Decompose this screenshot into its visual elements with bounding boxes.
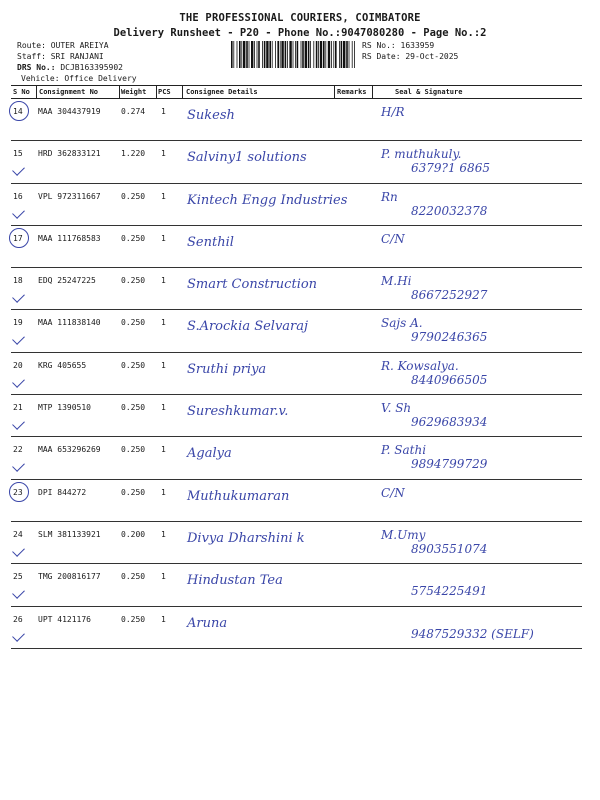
row-consignee: Divya Dharshini k <box>187 530 305 546</box>
row-pcs: 1 <box>161 318 166 328</box>
barcode-bar <box>305 41 307 68</box>
row-phone: 8667252927 <box>411 288 488 303</box>
row-weight: 0.250 <box>121 191 146 201</box>
row-phone: 9894799729 <box>411 457 488 472</box>
barcode-bar <box>285 41 287 68</box>
check-mark <box>12 163 25 176</box>
check-mark <box>12 629 25 642</box>
barcode-bar <box>343 41 345 68</box>
row-consignment-no: MAA 304437919 <box>38 107 101 116</box>
sheet-subtitle: Delivery Runsheet - P20 - Phone No.:9047080280 - Page No.:2 <box>113 27 487 39</box>
row-pcs: 1 <box>161 403 166 413</box>
vehicle-label: Vehicle: Office Delivery <box>21 74 137 83</box>
barcode-bar <box>339 41 340 68</box>
row-sno: 21 <box>13 403 23 413</box>
barcode-bar <box>272 41 273 68</box>
barcode-bar <box>349 41 350 68</box>
row-signature: M.Hi <box>381 274 412 289</box>
barcode-bar <box>264 41 266 68</box>
barcode-bar <box>302 41 304 68</box>
row-phone: 8440966505 <box>411 372 488 387</box>
row-consignee: Smart Construction <box>187 277 318 293</box>
row-pcs: 1 <box>161 233 166 243</box>
row-phone: 9629683934 <box>411 415 488 430</box>
row-sno: 26 <box>13 614 23 624</box>
row-pcs: 1 <box>161 360 166 370</box>
barcode-bar <box>237 41 238 68</box>
barcode-bar <box>316 41 318 68</box>
row-pcs: 1 <box>161 445 166 455</box>
row-consignee: Salviny1 solutions <box>187 150 307 166</box>
row-consignee: Muthukumaran <box>187 488 290 504</box>
col-seal: Seal & Signature <box>395 88 463 96</box>
sheet-title: THE PROFESSIONAL COURIERS, COIMBATORE <box>179 12 421 24</box>
barcode-bar <box>293 41 294 68</box>
row-consignment-no: KRG 405655 <box>38 360 87 370</box>
table-row <box>11 353 582 395</box>
table-row <box>11 226 582 268</box>
barcode-bar <box>231 41 233 68</box>
row-consignment-no: SLM 381133921 <box>38 529 101 539</box>
barcode-bar <box>281 41 283 68</box>
row-pcs: 1 <box>161 149 166 159</box>
barcode-bar <box>297 41 299 68</box>
table-body <box>11 99 582 649</box>
row-consignment-no: HRD 362833121 <box>38 149 101 159</box>
row-signature: Rn <box>381 189 398 204</box>
row-sno: 17 <box>13 233 23 243</box>
row-pcs: 1 <box>161 191 166 201</box>
col-divider <box>156 85 157 98</box>
barcode-bar <box>243 41 245 68</box>
barcode-bar <box>287 41 288 68</box>
col-divider <box>119 85 120 98</box>
table-row <box>11 607 582 649</box>
row-consignment-no: MAA 111838140 <box>38 318 101 328</box>
col-pcs: PCS <box>158 88 171 96</box>
row-sno: 22 <box>13 445 23 455</box>
row-signature: R. Kowsalya. <box>381 358 459 373</box>
row-consignee: Sukesh <box>187 108 235 123</box>
barcode-bar <box>352 41 353 68</box>
row-weight: 0.250 <box>121 276 146 286</box>
barcode-bar <box>246 41 248 68</box>
table-header <box>11 85 582 99</box>
table-row <box>11 184 582 226</box>
rs-date: RS Date: 29-Oct-2025 <box>362 52 459 61</box>
col-divider <box>36 85 37 98</box>
barcode-bar <box>354 41 355 68</box>
row-weight: 0.274 <box>121 107 146 116</box>
row-pcs: 1 <box>161 487 166 497</box>
row-consignment-no: MAA 653296269 <box>38 445 101 455</box>
col-divider <box>334 85 335 98</box>
row-phone: 6379?1 6865 <box>411 161 490 176</box>
row-sno: 24 <box>13 529 23 539</box>
barcode-bar <box>341 41 343 68</box>
row-sno: 15 <box>13 149 23 159</box>
row-consignee: Aruna <box>187 615 228 631</box>
col-divider <box>372 85 373 98</box>
row-weight: 0.250 <box>121 233 146 243</box>
barcode-bar <box>266 41 268 68</box>
barcode-bar <box>249 41 250 68</box>
drs-value: DCJB163395902 <box>60 63 123 72</box>
col-consignment: Consignment No <box>39 88 99 96</box>
barcode-bar <box>275 41 276 68</box>
row-pcs: 1 <box>161 572 166 582</box>
row-pcs: 1 <box>161 107 166 116</box>
row-sno: 14 <box>13 107 23 116</box>
barcode-bar <box>346 41 348 68</box>
barcode-bar <box>318 41 319 68</box>
barcode-bar <box>295 41 296 68</box>
barcode-bar <box>277 41 279 68</box>
check-mark <box>12 586 25 599</box>
row-phone: 8903551074 <box>411 541 488 556</box>
drs-label: DRS No.: <box>17 63 56 72</box>
row-weight: 0.250 <box>121 445 146 455</box>
row-weight: 0.250 <box>121 403 146 413</box>
col-remarks: Remarks <box>337 88 367 96</box>
col-sno: S No <box>13 88 30 96</box>
barcode-bar <box>328 41 330 68</box>
row-weight: 0.250 <box>121 318 146 328</box>
row-signature: V. Sh <box>381 401 412 416</box>
row-weight: 0.250 <box>121 360 146 370</box>
barcode-bar <box>257 41 258 68</box>
table-row <box>11 310 582 352</box>
row-consignment-no: EDQ 25247225 <box>38 276 96 286</box>
row-phone: 8220032378 <box>411 203 488 218</box>
row-signature: P. Sathi <box>381 443 427 458</box>
barcode-bar <box>239 41 241 68</box>
table-row <box>11 437 582 479</box>
barcode <box>231 41 355 68</box>
row-consignment-no: DPI 844272 <box>38 487 87 497</box>
row-sno: 18 <box>13 276 23 286</box>
barcode-bar <box>251 41 253 68</box>
check-mark <box>12 460 25 473</box>
check-mark <box>12 544 25 557</box>
row-sno: 25 <box>13 572 23 582</box>
table-row <box>11 564 582 606</box>
barcode-bar <box>258 41 260 68</box>
row-sno: 16 <box>13 191 23 201</box>
row-pcs: 1 <box>161 276 166 286</box>
col-weight: Weight <box>121 88 147 96</box>
barcode-bar <box>320 41 322 68</box>
row-consignment-no: VPL 972311667 <box>38 191 101 201</box>
rs-number: RS No.: 1633959 <box>362 41 435 50</box>
row-sno: 23 <box>13 487 23 497</box>
barcode-bar <box>308 41 310 68</box>
runsheet-table <box>11 85 582 649</box>
row-signature: C/N <box>381 485 405 500</box>
barcode-bar <box>323 41 325 68</box>
row-signature: H/R <box>381 105 405 119</box>
row-weight: 1.220 <box>121 149 146 159</box>
row-consignee: Agalya <box>187 446 232 462</box>
barcode-bar <box>310 41 311 68</box>
row-phone: 9487529332 (SELF) <box>411 626 534 641</box>
check-mark <box>12 417 25 430</box>
table-row <box>11 395 582 437</box>
barcode-bar <box>233 41 234 68</box>
row-pcs: 1 <box>161 529 166 539</box>
table-row <box>11 141 582 183</box>
table-row <box>11 99 582 141</box>
row-consignment-no: MTP 1390510 <box>38 403 91 413</box>
check-mark <box>12 333 25 346</box>
col-consignee: Consignee Details <box>186 88 258 96</box>
row-consignee: Kintech Engg Industries <box>187 192 348 208</box>
drs-number <box>17 62 137 73</box>
row-signature: M.Umy <box>381 527 426 542</box>
row-signature: C/N <box>381 231 405 246</box>
row-phone: 5754225491 <box>411 584 488 599</box>
staff-label: Staff: SRI RANJANI <box>17 52 104 61</box>
check-mark <box>12 375 25 388</box>
row-consignee: S.Arockia Selvaraj <box>187 319 309 335</box>
row-consignee: Hindustan Tea <box>187 573 283 589</box>
row-consignee: Senthil <box>187 234 234 250</box>
barcode-bar <box>254 41 255 68</box>
row-phone: 9790246365 <box>411 330 488 345</box>
row-sno: 19 <box>13 318 23 328</box>
row-pcs: 1 <box>161 614 166 624</box>
barcode-bar <box>335 41 337 68</box>
route-info <box>17 40 137 84</box>
row-consignment-no: MAA 111768583 <box>38 233 101 243</box>
row-signature: Sajs A. <box>381 316 423 331</box>
barcode-bar <box>331 41 332 68</box>
rs-info <box>362 40 458 62</box>
route-label: Route: OUTER AREIYA <box>17 41 109 50</box>
barcode-bar <box>262 41 263 68</box>
row-sno: 20 <box>13 360 23 370</box>
barcode-bar <box>313 41 314 68</box>
row-consignment-no: TMG 200816177 <box>38 572 101 582</box>
row-weight: 0.250 <box>121 572 146 582</box>
row-consignment-no: UPT 4121176 <box>38 614 91 624</box>
row-weight: 0.250 <box>121 614 146 624</box>
check-mark <box>12 290 25 303</box>
row-signature: P. muthukuly. <box>381 147 462 162</box>
table-row <box>11 522 582 564</box>
barcode-bar <box>269 41 271 68</box>
row-consignee: Sruthi priya <box>187 361 267 377</box>
row-consignee: Sureshkumar.v. <box>187 404 289 420</box>
barcode-bar <box>241 41 242 68</box>
barcode-bar <box>301 41 302 68</box>
table-row <box>11 268 582 310</box>
table-row <box>11 480 582 522</box>
barcode-bar <box>289 41 291 68</box>
barcode-bar <box>280 41 281 68</box>
row-weight: 0.250 <box>121 487 146 497</box>
col-divider <box>182 85 183 98</box>
check-mark <box>12 206 25 219</box>
barcode-bar <box>325 41 326 68</box>
barcode-bar <box>333 41 334 68</box>
row-weight: 0.200 <box>121 529 146 539</box>
